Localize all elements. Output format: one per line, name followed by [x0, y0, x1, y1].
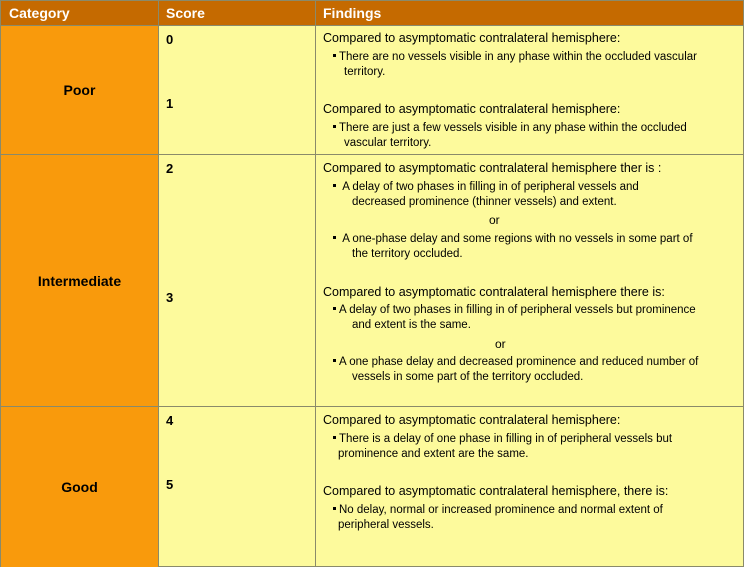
- bullet-icon: [333, 359, 336, 362]
- finding-lead: Compared to asymptomatic contralateral hemisphere there is:: [323, 285, 665, 299]
- header-score: Score: [158, 1, 315, 25]
- or-separator: or: [495, 337, 506, 351]
- grid-line: [1, 406, 743, 407]
- score-5: 5: [166, 477, 174, 492]
- bullet-icon: [333, 436, 336, 439]
- category-good: Good: [1, 407, 158, 567]
- grid-line: [1, 154, 743, 155]
- category-intermediate: Intermediate: [1, 155, 158, 406]
- finding-lead: Compared to asymptomatic contralateral hemisphere, there is:: [323, 484, 669, 498]
- finding-bullet: A delay of two phases in filling in of peripheral vessels but prominence and extent is the same.: [333, 303, 738, 333]
- grid-line: [1, 25, 743, 26]
- finding-lead: Compared to asymptomatic contralateral hemisphere:: [323, 31, 621, 45]
- score-2: 2: [166, 161, 174, 176]
- finding-lead: Compared to asymptomatic contralateral hemisphere:: [323, 102, 621, 116]
- finding-bullet: There is a delay of one phase in filling in of peripheral vessels but prominence and extent are the same.: [333, 432, 738, 462]
- bullet-icon: [333, 307, 336, 310]
- finding-lead: Compared to asymptomatic contralateral hemisphere ther is :: [323, 161, 662, 175]
- bullet-icon: [333, 125, 336, 128]
- finding-bullet: No delay, normal or increased prominence and normal extent of peripheral vessels.: [333, 503, 738, 533]
- finding-bullet: There are no vessels visible in any phase within the occluded vascular territory.: [333, 50, 738, 80]
- score-1: 1: [166, 96, 174, 111]
- grid-line: [158, 1, 159, 567]
- score-3: 3: [166, 290, 174, 305]
- grid-line: [315, 1, 316, 567]
- bullet-icon: [333, 54, 336, 57]
- finding-lead: Compared to asymptomatic contralateral hemisphere:: [323, 413, 621, 427]
- header-findings: Findings: [315, 1, 743, 25]
- header-category: Category: [1, 1, 158, 25]
- bullet-icon: [333, 507, 336, 510]
- finding-bullet: A one-phase delay and some regions with no vessels in some part of the territory occluded.: [333, 232, 738, 262]
- score-4: 4: [166, 413, 174, 428]
- score-0: 0: [166, 32, 174, 47]
- finding-bullet: There are just a few vessels visible in any phase within the occluded vascular territory.: [333, 121, 738, 151]
- category-poor: Poor: [1, 26, 158, 154]
- bullet-icon: [333, 184, 336, 187]
- or-separator: or: [489, 213, 500, 227]
- bullet-icon: [333, 236, 336, 239]
- finding-bullet: A one phase delay and decreased prominence and reduced number of vessels in some part of the territory occluded.: [333, 355, 738, 385]
- finding-bullet: A delay of two phases in filling in of peripheral vessels and decreased prominence (thinner vessels) and extent.: [333, 180, 738, 210]
